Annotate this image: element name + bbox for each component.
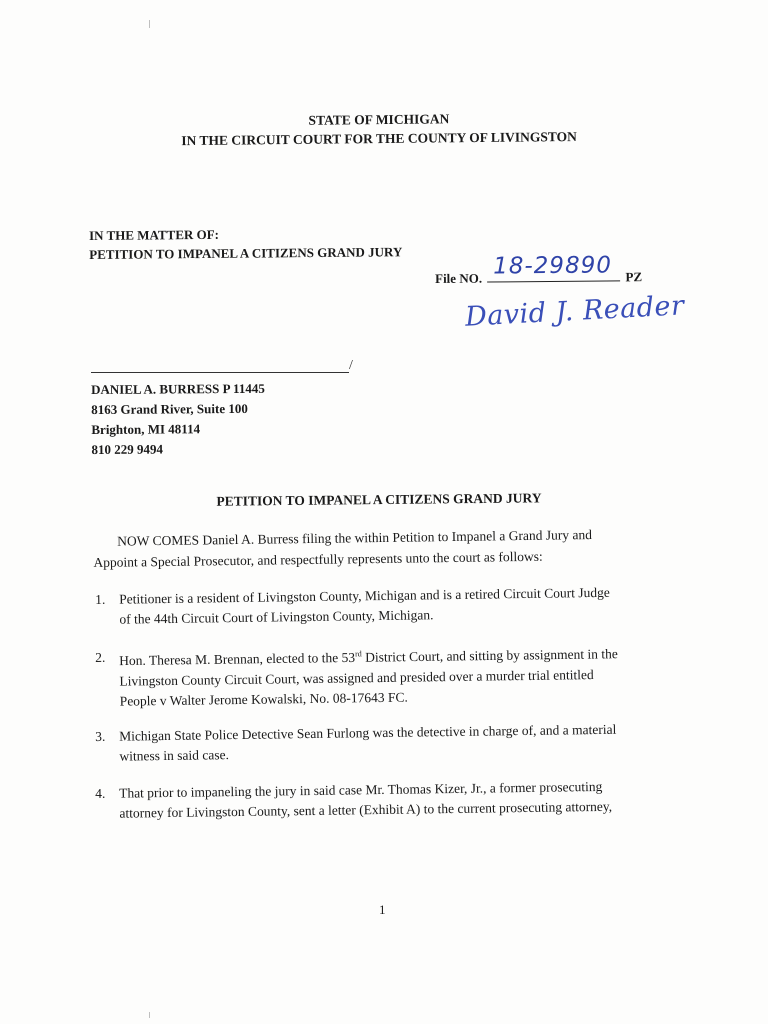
court-heading: IN THE CIRCUIT COURT FOR THE COUNTY OF LIVINGSTON — [181, 128, 577, 149]
paragraph-number: 1. — [95, 591, 106, 607]
scan-speck — [149, 1012, 150, 1018]
matter-title: PETITION TO IMPANEL A CITIZENS GRAND JURY — [89, 244, 403, 262]
paragraph-line: witness in said case. — [119, 747, 229, 764]
paragraph-line: attorney for Livingston County, sent a letter (Exhibit A) to the current prosecuting attorney, — [119, 798, 613, 821]
matter-caption — [89, 223, 402, 264]
document-title — [0, 488, 768, 512]
ordinal-suffix: rd — [354, 649, 362, 659]
paragraph-line: Livingston County Circuit Court, was assigned and presided over a murder trial entitled — [119, 666, 594, 689]
paragraph-text — [119, 776, 661, 824]
caption-divider-slash: / — [349, 358, 353, 373]
paragraph-text — [119, 719, 661, 767]
paragraph-line: Petitioner is a resident of Livingston County, Michigan and is a retired Circuit Court Judge — [119, 584, 610, 607]
paragraph-line: of the 44th Circuit Court of Livingston County, Michigan. — [119, 607, 434, 627]
numbered-paragraph-1 — [95, 582, 661, 630]
paragraph-number: 2. — [95, 649, 106, 665]
page-number: 1 — [379, 902, 386, 917]
attorney-address-street: 8163 Grand River, Suite 100 — [91, 400, 248, 417]
file-number-blank — [487, 252, 620, 282]
paragraph-number: 4. — [95, 785, 106, 801]
file-number-block — [435, 252, 643, 287]
paragraph-line-part: District Court, and sitting by assignment in the — [361, 646, 618, 665]
attorney-name: DANIEL A. BURRESS P 11445 — [91, 380, 265, 397]
intro-paragraph — [93, 523, 664, 573]
document-title-text: PETITION TO IMPANEL A CITIZENS GRAND JURY — [216, 490, 542, 509]
file-number-label: File NO. — [435, 270, 483, 286]
paragraph-line-part: Hon. Theresa M. Brennan, elected to the 53 — [119, 649, 356, 669]
paragraph-number: 3. — [95, 728, 106, 744]
numbered-paragraph-3 — [95, 719, 661, 767]
attorney-address-city: Brighton, MI 48114 — [91, 421, 201, 437]
intro-line: Appoint a Special Prosecutor, and respectfully represents unto the court as follows: — [93, 548, 543, 570]
intro-line: NOW COMES Daniel A. Burress filing the within Petition to Impanel a Grand Jury and — [117, 527, 593, 549]
caption-divider-line — [91, 372, 349, 373]
paragraph-line: Michigan State Police Detective Sean Furlong was the detective in charge of, and a material — [119, 721, 617, 744]
paragraph-text — [119, 640, 661, 711]
court-header — [0, 106, 768, 152]
numbered-paragraph-4 — [95, 776, 661, 824]
attorney-phone: 810 229 9494 — [91, 441, 164, 457]
paragraph-line: People v Walter Jerome Kowalski, No. 08-17643 FC. — [119, 689, 408, 709]
file-number-handwritten: 18-29890 — [493, 252, 613, 280]
matter-label: IN THE MATTER OF: — [89, 226, 220, 243]
file-number-suffix: PZ — [625, 269, 643, 285]
state-heading: STATE OF MICHIGAN — [308, 111, 450, 128]
paragraph-text — [119, 582, 661, 630]
scan-speck — [149, 20, 150, 28]
attorney-block — [91, 379, 265, 460]
judge-signature: David J. Reader — [464, 290, 686, 333]
numbered-paragraph-2 — [95, 640, 661, 711]
paragraph-line: That prior to impaneling the jury in said case Mr. Thomas Kizer, Jr., a former prosecuting — [119, 778, 603, 801]
